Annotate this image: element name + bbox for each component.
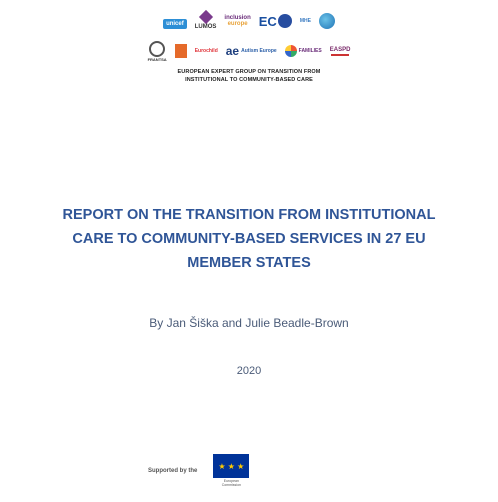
expert-group-line-2: INSTITUTIONAL TO COMMUNITY-BASED CARE bbox=[185, 77, 313, 83]
families-burst-icon bbox=[285, 45, 297, 57]
fra-label: FRANTSA bbox=[147, 56, 167, 62]
autism-europe-logo bbox=[226, 44, 277, 58]
orange-block-icon bbox=[175, 44, 187, 58]
partner-logos-row-2 bbox=[0, 38, 498, 64]
families-label: FAMILIES bbox=[298, 48, 322, 54]
report-title bbox=[30, 203, 468, 275]
unicef-logo: unicef bbox=[163, 19, 187, 29]
orange-logo bbox=[175, 44, 187, 58]
easpd-underline-icon bbox=[331, 54, 349, 56]
eco-label: EC bbox=[258, 13, 277, 29]
autism-europe-mark: ae bbox=[225, 44, 240, 58]
globe-icon bbox=[319, 13, 335, 29]
caption-commission: Commission bbox=[221, 483, 241, 487]
lumos-mark-icon bbox=[198, 10, 212, 24]
eu-flag-icon bbox=[213, 454, 249, 478]
eu-stars-icon: ★ ★ ★ bbox=[218, 461, 245, 471]
supported-by-label: Supported by the bbox=[148, 467, 198, 474]
easpd-logo bbox=[330, 47, 351, 56]
report-title-line-3: MEMBER STATES bbox=[187, 255, 311, 271]
expert-group-name bbox=[0, 68, 498, 84]
eu-support-block bbox=[148, 454, 249, 487]
mhe-logo: MHE bbox=[299, 18, 311, 24]
lumos-label: LUMOS bbox=[194, 24, 217, 30]
partner-logos-row-1 bbox=[0, 6, 498, 36]
eco-logo bbox=[259, 14, 292, 29]
fra-logo bbox=[148, 41, 167, 62]
eurochild-logo: Eurochild bbox=[194, 48, 218, 54]
easpd-label: EASPD bbox=[329, 46, 351, 53]
caption-european: European bbox=[223, 479, 239, 483]
report-authors: By Jan Šiška and Julie Beadle-Brown bbox=[149, 316, 349, 330]
european-commission-caption bbox=[222, 479, 241, 487]
eco-globe-icon bbox=[278, 14, 292, 28]
report-title-line-1: REPORT ON THE TRANSITION FROM INSTITUTIONAL bbox=[62, 207, 436, 223]
expert-group-line-1: EUROPEAN EXPERT GROUP ON TRANSITION FROM bbox=[177, 69, 321, 75]
families-logo bbox=[285, 45, 322, 57]
fra-mark-icon bbox=[149, 41, 165, 57]
europe-label: europe bbox=[227, 21, 248, 27]
report-year: 2020 bbox=[236, 365, 262, 377]
autism-europe-label: Autism Europe bbox=[241, 48, 277, 54]
european-commission-logo bbox=[213, 454, 249, 487]
inclusion-europe-logo bbox=[224, 15, 250, 27]
globe-logo bbox=[319, 13, 335, 29]
report-title-line-2: CARE TO COMMUNITY-BASED SERVICES IN 27 EU bbox=[72, 231, 426, 247]
lumos-logo bbox=[195, 12, 217, 30]
inclusion-label: inclusion bbox=[224, 15, 251, 21]
